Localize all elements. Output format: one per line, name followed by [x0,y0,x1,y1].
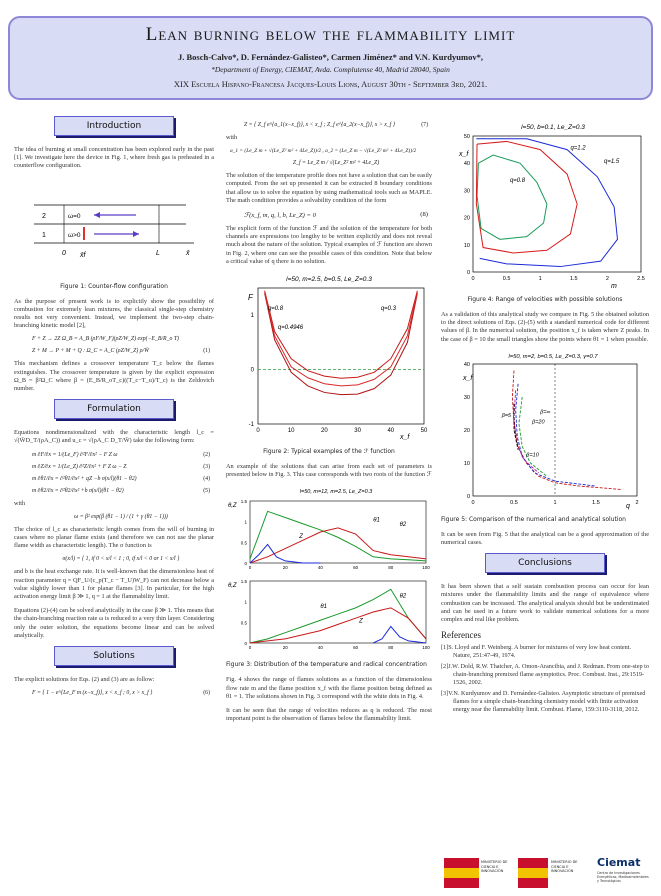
figure-4-ytick: 50 [463,134,470,140]
formulation-paragraph-2: The choice of l_c as characteristic length comes from the will of burning in cases where no planar flame exists (and therefore we can not use the planar flame width as characteristic length). The σ function is [14,525,214,550]
figure-1-counterflow [14,177,214,277]
equation-4 [14,476,214,482]
equation-7-text: Z = { Z_f e^{a_1(x−x_f)}, x < x_f ; Z_f e^{a_2(x−x_f)}, x > x_f } [244,122,396,128]
equation-4-number: (4) [203,475,210,482]
equation-a-text: a_1 = (Le_Z m + √(Le_Z² m² + 4Le_Z))/2 , a_2 = (Le_Z m − √(Le_Z² m² + 4Le_Z))/2 [230,148,417,155]
figure-4-xtick: 0.5 [502,276,511,282]
omega-zero-label: ω=0 [68,212,81,220]
omega-positive-label: ω>0 [68,231,81,239]
equation-2-number: (2) [203,451,210,458]
equation-5-text: m ∂θ2/∂x = ∂²θ2/∂x² +b σ(x/l)(θ1 − θ2) [32,487,124,494]
figure-2-series-label: q=0.3 [380,305,397,312]
ministry-logo-1 [444,858,479,888]
figure-3-xtick: 0 [248,565,252,571]
formulation-paragraph-3: and b is the heat exchange rate. It is well-known that the dimensionless heat of reaction parameter q = QF_U/(c_p(T_c − T_U)W_F) can not decrease below a value slightly lower than 1 for planar flames [3]. In particular, for the high activation energy limit β ≫ 1, q = 1 at the flammability limit. [14,568,214,601]
figure-3-caption: Figure 3: Distribution of the temperature and radical concentration [226,661,427,669]
ministry-logo-2 [518,858,548,888]
figure-2-xtick: 10 [287,428,295,435]
figure-4-ylabel: x_f [459,151,469,158]
figure-1-caption: Figure 1: Counter-flow configuration [60,282,168,290]
figure-2-ytick: 1 [250,313,254,320]
figure-5-xlabel: q [626,502,630,510]
figure-5-ytick: 10 [463,460,470,467]
poster-title: Lean burning below the flammability limit [145,24,516,45]
with-label: with [14,499,26,507]
figure-2-chart [226,272,432,442]
equation-8-number: (8) [420,211,428,219]
figure-3-ytick: 1.5 [240,499,247,505]
figure-5-ylabel: x_f [463,374,473,382]
equation-2 [14,452,214,458]
equation-6 [14,690,214,696]
equation-1b [14,348,214,354]
equation-4-text: m ∂θ1/∂x = ∂²θ1/∂x² + qZ −b σ(x/l)(θ1 − θ2) [32,475,137,482]
figure-3-xtick: 60 [353,645,359,651]
solutions-paragraph-1: The explicit solutions for Eqs. (2) and (3) are as follow: [14,676,155,684]
section-heading-conclusions: Conclusions [485,553,605,573]
figure-3-series-line [250,528,426,563]
figure-4-ytick: 30 [463,188,470,195]
figure-2-caption: Figure 2: Typical examples of the ℱ function [263,448,395,456]
figure-4-ytick: 10 [463,242,470,249]
figure-5-title: l=50, m=2, b=0.5, Le_Z=0.3, γ=0.7 [508,353,598,360]
figure-5-chart [441,350,649,510]
figure-3-ytick: 0 [244,641,247,647]
figure-3-xtick: 40 [317,645,323,651]
figure-4-chart [441,120,649,290]
figure-2-series-label: q=0.4946 [277,324,304,331]
formulation-paragraph-4: Equations (2)-(4) can be solved analytically in the case β ≫ 1. This means that the chain-branching reaction rate ω is reduced to a very thin layer. Considering only the outer solution, the equations become linear and can be solved analytically. [14,607,214,639]
figure-3-ytick: 1 [244,600,247,606]
equation-3 [14,464,214,470]
section-heading-formulation: Formulation [54,399,174,419]
figure-5-xtick: 2 [635,499,639,506]
figure-4-ytick: 20 [463,215,470,222]
figure-3-series-line [250,608,426,643]
figure-3-panel-frame [250,501,426,563]
figure-2-xtick: 20 [321,428,328,435]
equation-sigma [14,556,214,562]
figure-3-xtick: 0 [248,645,252,651]
ciemat-logo-subtitle: Centro de Investigaciones Energéticas, Medioambientales y Tecnológicas [597,871,649,884]
channel-label-2: 2 [42,212,46,220]
figure-5-ytick: 40 [463,361,470,368]
ciemat-logo: Ciemat [597,856,641,869]
channel-label-1: 1 [42,231,46,239]
figure-5-ytick: 20 [463,427,470,434]
col2-paragraph-4: Fig. 4 shows the range of flames solutions as a function of the dimensionless flow rate m and the flame position x_f with the flame position being defined as θ1 = 1. The solutions shown in Fig. 3 correspond with the white dots in Fig. 4. [226,676,432,700]
figure-3-series-label: Z [299,534,303,541]
tick-x: x̄ [186,249,190,257]
equation-8 [226,211,432,219]
figure-2-ylabel: F [248,293,253,303]
figure-3-series-label: θ2 [399,593,407,600]
figure-3-ytick: 1.5 [240,579,247,585]
conclusions-paragraph: It has been shown that a self sustain combustion process can occur for lean mixtures under the flammability limits and the range of equivalence where combustion can be increased. The analytical analysis should but be understimated and can be used in a future work to validate numerical solutions for a more complex and real like problem. [441,583,649,624]
intro-paragraph-3: This mechanism defines a crossover temperature T_c below the flames extinguishes. The crossover temperature is given by the explicit expression Ω_B = β²Ω_C where β = (E_B/R_oT_c)((T_c−T_u)/T_c) is the Zeldovich number. [14,360,214,393]
figure-2-xtick: 0 [256,428,260,435]
equation-omega [14,514,214,520]
figure-2-xlabel: x_f [400,434,410,442]
equation-2-text: m ∂F/∂x = 1/(Le_F) ∂²F/∂x² − F Z ω [32,451,118,458]
figure-3-xtick: 80 [388,645,394,651]
figure-4-xtick: 2.5 [637,276,645,282]
with-label-2: with [226,134,238,141]
equation-zf [226,160,432,166]
figure-5-xtick: 1 [553,499,557,506]
figure-4-xlabel: m [611,283,617,290]
figure-3-series-line [250,512,426,562]
intro-paragraph-2: As the purpose of present work is to explicitly show the possibility of combustion for extremely lean mixtures, the classical single-step chemistry results not very convenient. Instead, we implement the two-step chain-branching kinetic model [2], [14,297,214,330]
figure-3-ytick: 0.5 [240,620,247,626]
figure-4-ytick: 40 [463,161,470,168]
figure-3-series-line [250,545,320,564]
figure-4-series-label: q=0.8 [509,178,526,185]
reference-3: [3]V.N. Kurdyumov and D. Fernández-Galisteo. Asymptotic structure of premixed flames for a simple chain-branching chemistry model with finite activation energy near the flammability limit. Combust. Flame, 159:3110-3118, 2012. [441,690,646,714]
equation-3-text: m ∂Z/∂x = 1/(Le_Z) ∂²Z/∂x² + F Z ω − Z [32,463,127,470]
figure-5-series-label: β=∞ [540,409,551,416]
reference-2: [2]J.W. Dold, R.W. Thatcher, A. Omon-Arancibia, and J. Redman. From one-step to chain-branching premixed flame asymptotics. Proc. Combust. Inst., 29:1519-1526, 2002. [441,663,649,687]
figure-2-ytick: -1 [248,422,254,429]
figure-2-xtick: 30 [354,428,361,435]
figure-3-series-label: Z [359,618,363,625]
poster-header [8,16,653,100]
col2-paragraph-2: The explicit form of the function ℱ and the solution of the temperature for both channels are expressions too lengthy to be written explicitly and does not reveal much about the nature of the solution. Typical examples of ℱ function are shown in Fig. 2, where one can see the possible cases of this condition. Note that below a critical value of q there is no solution. [226,225,432,265]
figure-3-ytick: 0 [244,561,247,567]
figure-5-ytick: 30 [463,394,470,401]
equation-1a-text: F + Z → 2Z Ω_B = A_B (ρF/W_F)(ρZ/W_Z) exp(−E_B/R_o T) [32,336,179,343]
figure-3-xtick: 40 [317,565,323,571]
equation-5-number: (5) [203,487,210,494]
figure-5-xtick: 1.5 [592,499,600,506]
equation-8-text: ℱ(x_f, m, q, l, b, Le_Z) = 0 [244,212,316,220]
figure-3-xtick: 20 [282,645,288,651]
figure-4-series-line [476,139,617,267]
figure-4-xtick: 1.5 [569,276,578,282]
tick-xf: x̄f [80,251,86,259]
figure-4-xtick: 0 [471,276,475,282]
figure-3-series-label: θ2 [399,522,407,529]
figure-5-series-label: β=5 [501,412,512,419]
figure-2-ytick: 0 [250,367,254,374]
references-heading: References [441,630,481,641]
figure-3-title: l=50, m=12, m=2.5, Le_Z=0.3 [299,489,373,496]
equation-1a [14,336,214,342]
col2-paragraph-3: An example of the solutions that can arise from each set of parameters is presented below in Fig. 3. This case corresponds with two roots of the function ℱ [226,463,432,479]
figure-3-ytick: 1 [244,520,247,526]
col3-paragraph-2: It can be seen from Fig. 5 that the analytical can be a good approximation of the numerical cases. [441,530,649,547]
figure-3-xtick: 20 [282,565,288,571]
figure-4-series-label: q=1.2 [570,145,586,152]
figure-3-xtick: 100 [422,645,430,651]
section-heading-solutions: Solutions [54,646,174,666]
intro-paragraph-1: The idea of burning at small concentration has been explored early in the past [1]. We investigate here the device in Fig. 1, where fresh gas is preheated in a counterflow configuration. [14,146,214,170]
figure-4-series-label: q=1.5 [604,159,620,166]
figure-2-title: l=50, m=2.5, b=0.5, Le_Z=0.3 [286,276,372,284]
figure-3-xtick: 80 [388,565,394,571]
tick-L: L [156,249,160,257]
figure-5-xtick: 0.5 [510,499,518,506]
affiliation: *Department of Energy, CIEMAT, Avda. Complutense 40, Madrid 28040, Spain [211,65,450,74]
authors: J. Bosch-Calvo*, D. Fernández-Galisteo*, Carmen Jiménez* and V.N. Kurdyumov*, [178,52,483,62]
column-2 [226,118,432,729]
equation-1-number: (1) [203,348,210,355]
figure-5-series-line [512,370,620,489]
figure-5-series-line [516,384,596,486]
figure-5-ytick: 0 [466,493,470,500]
figure-3-xtick: 60 [353,565,359,571]
column-3 [441,120,649,717]
formulation-paragraph-1: Equations nondimensionalized with the characteristic length l_c = √(W̄D_T/(ρA_C)) and u_c = √(ρA_C D_T/W̄) take the following form: [14,429,214,445]
figure-3-xtick: 100 [422,565,430,571]
figure-5-series-line [514,390,539,473]
col3-paragraph-1: As a validation of this analytical study we compare in Fig. 5 the obtained solution to the direct solutions of Eqs. (2)-(5) with a standard numerical code for different values of β. In the numerical solution, the position x_f is taken where Z peaks. In the case of β = 10 the small triangles show the points where θ1 = 1 when possible. [441,311,649,343]
figure-4-title: l=50, b=0.1, Le_Z=0.3 [521,124,585,131]
equation-7 [226,122,432,128]
figure-4-series-line [477,155,547,239]
figure-3-panel-frame [250,581,426,643]
ministry-logo-2-text: MINISTERIO DE CIENCIA E INNOVACIÓN [551,860,578,873]
equation-6-number: (6) [203,690,210,697]
figure-5-series-label: β=20 [532,419,545,426]
equation-7-number: (7) [421,122,428,128]
equation-a [226,148,432,154]
conference: XIX Escuela Hispano-Francesa Jacques-Louis Lions, August 30th - September 3rd, 2021. [173,79,488,89]
figure-4-xtick: 1 [538,276,542,282]
column-1 [14,110,214,702]
figure-3-ylabel: θ,Z [228,583,237,590]
figure-4-xtick: 2 [605,276,609,282]
figure-5-xtick: 0 [471,499,475,506]
figure-3-chart [226,485,432,655]
equation-3-number: (3) [203,463,210,470]
figure-2-xtick: 40 [387,428,395,435]
figure-2-xtick: 50 [420,428,428,435]
reference-1: [1]S. Lloyd and F. Weinberg. A burner for mixtures of very low heat content. Nature, 251:47-49, 1974. [441,644,632,660]
section-heading-introduction: Introduction [54,116,174,136]
figure-3-series-label: θ1 [373,518,380,525]
figure-3-ylabel: θ,Z [228,503,237,510]
figure-4-ytick: 0 [466,270,470,276]
col2-paragraph-1: The solution of the temperature profile does not have a solution that can be easily computed. From the set up presented it can be extracted 8 boundary conditions that allow us to solve the equation by using mathematical tools such as MAPLE. The math condition provides a solvability condition of the form [226,172,432,204]
figure-5-caption: Figure 5: Comparison of the numerical and analytical solution [441,515,626,523]
figure-5-series-label: β=10 [526,452,539,459]
equation-zf-text: Z_f = Le_Z m / √(Le_Z² m² + 4Le_Z) [292,160,380,167]
ministry-logo-1-text: MINISTERIO DE CIENCIA E INNOVACIÓN [481,860,508,873]
figure-3-ytick: 0.5 [240,540,247,546]
tick-0: 0 [62,249,66,257]
figure-3-series-label: θ1 [320,604,327,611]
figure-4-caption: Figure 4: Range of velocities with possible solutions [467,296,623,303]
equation-1b-text: Z + M → P + M + Q : Ω_C = A_C (ρZ/W_Z) ρ/W̄ [32,348,149,355]
col2-paragraph-5: It can be seen that the range of velocities reduces as q is reduced. The most important point is the observation of flames below the flammability limit. [226,707,432,723]
equation-5 [14,488,214,494]
figure-2-series-label: q=0.8 [267,305,284,312]
equation-omega-text: ω = β² exp(β (θ1 − 1) / (1 + γ (θ1 − 1))) [74,513,168,520]
equation-6-text: F = { 1 − e^{Le_F m (x−x_f)}, x < x_f ; 0, x > x_f } [32,690,153,697]
equation-sigma-text: σ(x/l) = { 1, if 0 < x/l < 1 ; 0, if x/l < 0 or 1 < x/l } [62,556,180,563]
